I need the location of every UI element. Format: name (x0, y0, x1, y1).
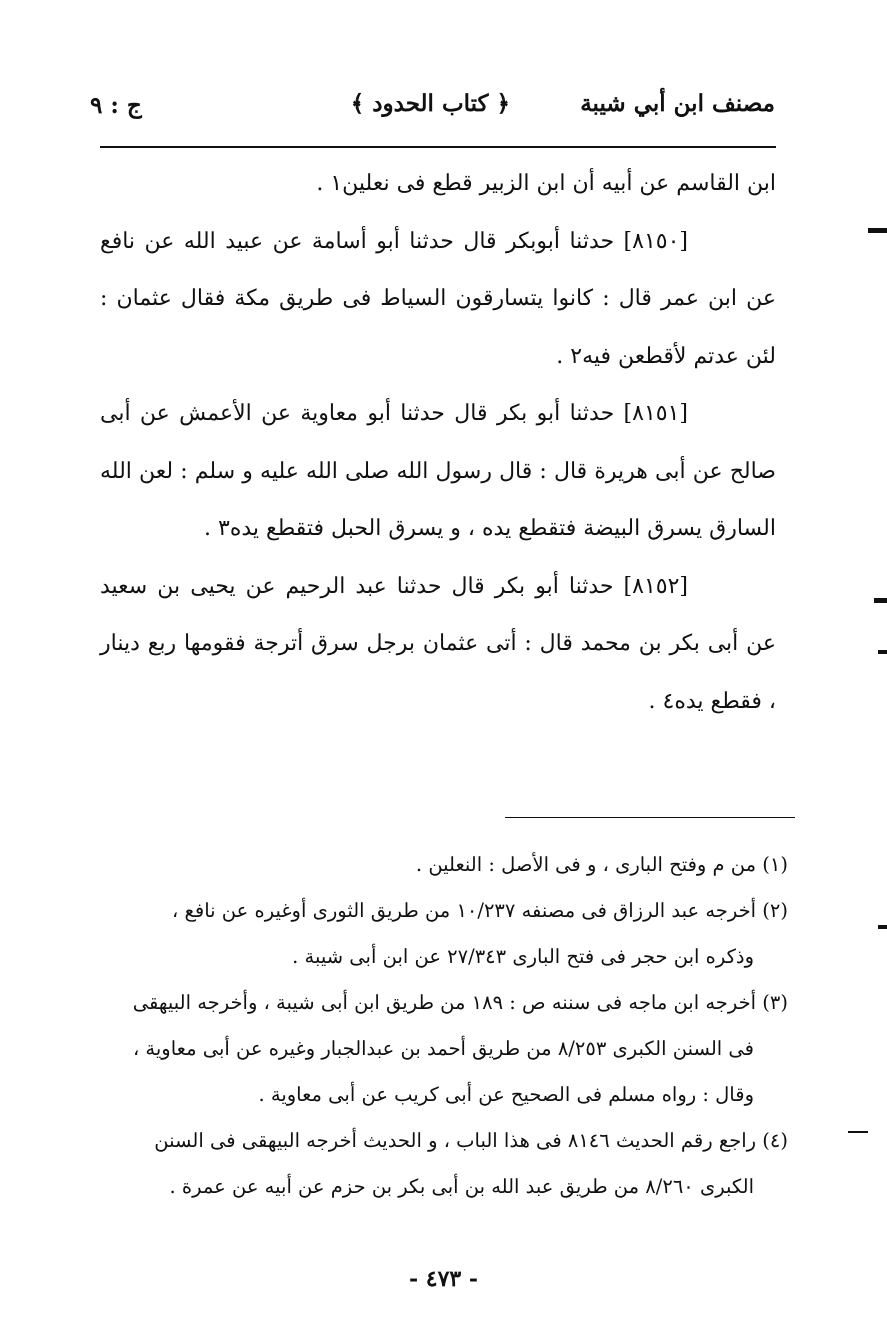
chapter-title: ﴿ كتاب الحدود ﴾ (350, 90, 510, 117)
paragraph-continuation: ابن القاسم عن أبيه أن ابن الزبير قطع فى نعلين١ . (316, 171, 776, 196)
margin-mark (878, 925, 887, 929)
running-header (90, 82, 775, 132)
hadith-8151: [٨١٥١] حدثنا أبو بكر قال حدثنا أبو معاوية عن الأعمش عن أبى صالح عن أبى هريرة قال : قال رسول الله صلى الله عليه و سلم : لعن الله السارق يسرق البيضة فتقطع يده ، و يسرق الحبل فتقطع يده٣ . (100, 401, 776, 541)
footnote-1: (١) من م وفتح البارى ، و فى الأصل : النعلين . (415, 853, 788, 876)
main-text (100, 155, 776, 730)
footnote-4: (٤) راجع رقم الحديث ٨١٤٦ فى هذا الباب ، و الحديث أخرجه البيهقى فى السنن الكبرى ٨/٢٦٠ من طريق عبد الله بن أبى بكر بن حزم عن أبيه عن عمرة . (154, 1129, 788, 1198)
header-rule (100, 146, 776, 148)
footnotes (120, 842, 788, 1210)
margin-mark (848, 1131, 868, 1133)
margin-mark (868, 228, 887, 233)
book-title: مصنف ابن أبي شيبة (580, 90, 775, 117)
margin-mark (878, 650, 887, 654)
page-number: - ٤٧٣ - (408, 1266, 479, 1292)
margin-mark (874, 598, 887, 603)
footnote-2: (٢) أخرجه عبد الرزاق فى مصنفه ١٠/٢٣٧ من طريق الثورى أوغيره عن نافع ، وذكره ابن حجر فى فتح البارى ٢٧/٣٤٣ عن ابن أبى شيبة . (172, 899, 788, 968)
footnote-3: (٣) أخرجه ابن ماجه فى سننه ص : ١٨٩ من طريق ابن أبى شيبة ، وأخرجه البيهقى فى السنن الكبرى ٨/٢٥٣ من طريق أحمد بن عبدالجبار وغيره عن أبى معاوية ، وقال : رواه مسلم فى الصحيح عن أبى كريب عن أبى معاوية . (132, 991, 788, 1106)
hadith-8150: [٨١٥٠] حدثنا أبوبكر قال حدثنا أبو أسامة عن عبيد الله عن نافع عن ابن عمر قال : كانوا يتسارقون السياط فى طريق مكة فقال عثمان : لئن عدتم لأقطعن فيه٢ . (100, 228, 776, 369)
footnote-separator (505, 817, 795, 818)
hadith-8152: [٨١٥٢] حدثنا أبو بكر قال حدثنا عبد الرحيم عن يحيى بن سعيد عن أبى بكر بن محمد قال : أتى عثمان برجل سرق أترجة فقومها ربع دينار ، فقطع يده٤ . (100, 573, 776, 714)
volume-number: ج : ٩ (90, 92, 142, 119)
